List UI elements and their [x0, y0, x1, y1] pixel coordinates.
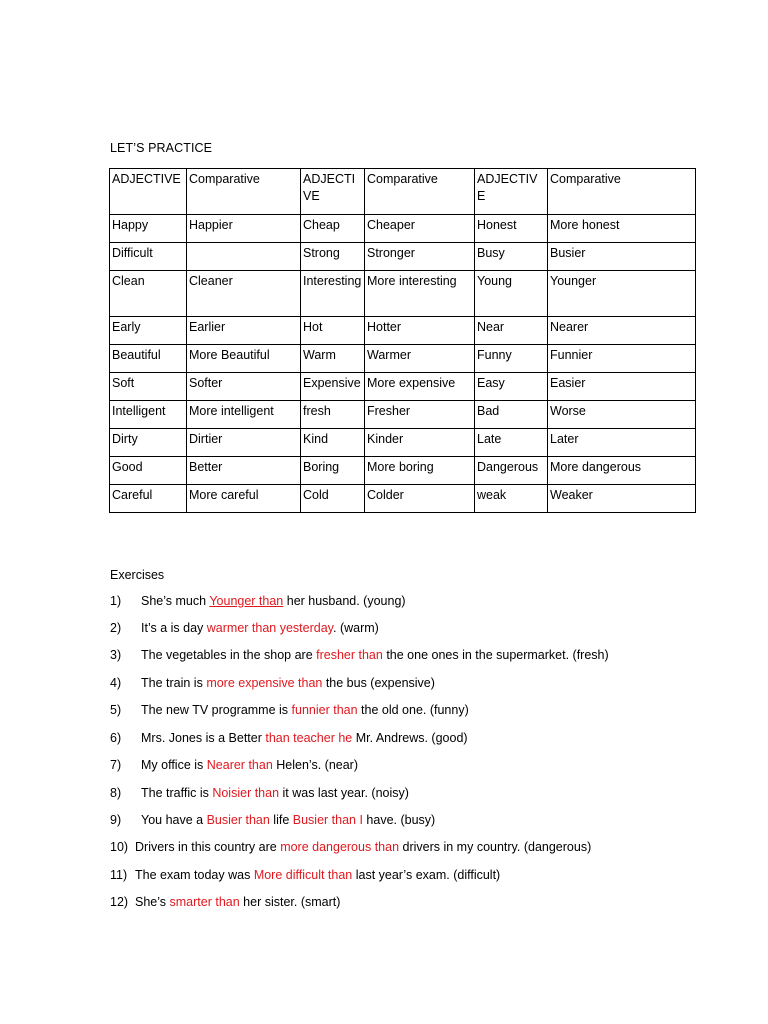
exercise-text: The new TV programme is	[141, 703, 292, 717]
exercise-number: 10)	[110, 840, 129, 854]
exercise-number: 8)	[110, 786, 122, 800]
exercise-number: 2)	[110, 621, 122, 635]
answer-text: than teacher he	[265, 731, 353, 745]
table-cell: Intelligent	[110, 401, 187, 429]
table-cell: Kinder	[365, 429, 475, 457]
table-cell: More careful	[187, 485, 301, 513]
answer-text: more dangerous than	[280, 840, 400, 854]
table-cell: Kind	[301, 429, 365, 457]
table-header-cell: ADJECTIVE	[301, 169, 365, 215]
exercise-text: Mr. Andrews. (good)	[352, 731, 468, 745]
table-row	[110, 429, 696, 457]
exercise-text: the one ones in the supermarket. (fresh)	[382, 648, 609, 662]
table-row	[110, 457, 696, 485]
exercise-text: life	[269, 813, 293, 827]
table-cell: Busy	[475, 243, 548, 271]
exercise-text: her sister. (smart)	[239, 895, 341, 909]
table-row	[110, 243, 696, 271]
table-cell: Later	[548, 429, 696, 457]
exercise-item	[110, 813, 435, 827]
exercise-item	[110, 840, 591, 854]
table-cell: Worse	[548, 401, 696, 429]
table-cell: Hotter	[365, 317, 475, 345]
exercise-text: The vegetables in the shop are	[141, 648, 317, 662]
exercise-item	[110, 594, 406, 608]
table-cell: Beautiful	[110, 345, 187, 373]
section-heading: LET’S PRACTICE	[110, 141, 213, 155]
table-cell: Boring	[301, 457, 365, 485]
answer-text: funnier than	[291, 703, 358, 717]
answer-text: Busier than I	[292, 813, 363, 827]
exercise-text: She’s	[135, 895, 170, 909]
exercise-text: the old one. (funny)	[357, 703, 469, 717]
adjective-comparative-table	[109, 168, 696, 513]
table-row	[110, 401, 696, 429]
table-cell: Young	[475, 271, 548, 317]
exercise-text: The exam today was	[135, 868, 254, 882]
table-header-row	[110, 169, 696, 215]
table-cell: Warmer	[365, 345, 475, 373]
table-cell: Clean	[110, 271, 187, 317]
exercise-text: She’s much	[141, 594, 210, 608]
exercise-item	[110, 676, 435, 690]
table-cell: Easier	[548, 373, 696, 401]
table-cell: Better	[187, 457, 301, 485]
table-row	[110, 317, 696, 345]
exercise-text: My office is	[141, 758, 207, 772]
table-cell: Cheaper	[365, 215, 475, 243]
exercise-text: Mrs. Jones is a Better	[141, 731, 266, 745]
answer-text: warmer than yesterday	[206, 621, 333, 635]
answer-text: smarter than	[169, 895, 240, 909]
answer-text: Noisier than	[212, 786, 280, 800]
table-row	[110, 271, 696, 317]
exercise-item	[110, 703, 469, 717]
exercise-number: 4)	[110, 676, 122, 690]
table-cell: fresh	[301, 401, 365, 429]
table-cell: Fresher	[365, 401, 475, 429]
table-cell	[187, 243, 301, 271]
exercise-text: last year’s exam. (difficult)	[352, 868, 501, 882]
exercise-text: Helen’s. (near)	[272, 758, 359, 772]
exercise-number: 6)	[110, 731, 122, 745]
exercise-number: 1)	[110, 594, 122, 608]
table-cell: Younger	[548, 271, 696, 317]
table-cell: Softer	[187, 373, 301, 401]
exercise-text: have. (busy)	[362, 813, 436, 827]
exercise-item	[110, 786, 409, 800]
exercise-item	[110, 758, 358, 772]
exercise-text: Drivers in this country are	[135, 840, 281, 854]
exercise-text: You have a	[141, 813, 207, 827]
table-cell: Difficult	[110, 243, 187, 271]
exercise-text: The traffic is	[141, 786, 213, 800]
table-cell: Bad	[475, 401, 548, 429]
table-cell: Careful	[110, 485, 187, 513]
table-header-cell: ADJECTIVE	[110, 169, 187, 215]
answer-text: more expensive than	[206, 676, 323, 690]
table-row	[110, 485, 696, 513]
table-cell: Warm	[301, 345, 365, 373]
exercises-title: Exercises	[110, 568, 165, 582]
table-cell: Cleaner	[187, 271, 301, 317]
table-cell: Dangerous	[475, 457, 548, 485]
table-header-cell: Comparative	[187, 169, 301, 215]
table-cell: More interesting	[365, 271, 475, 317]
table-cell: Dirtier	[187, 429, 301, 457]
table-header-cell: Comparative	[548, 169, 696, 215]
answer-text: More difficult than	[253, 868, 353, 882]
exercise-number: 7)	[110, 758, 122, 772]
table-cell: More boring	[365, 457, 475, 485]
exercise-number: 3)	[110, 648, 122, 662]
answer-text: fresher than	[316, 648, 383, 662]
table-cell: Soft	[110, 373, 187, 401]
answer-text: Nearer than	[206, 758, 273, 772]
table-cell: Stronger	[365, 243, 475, 271]
exercise-text: The train is	[141, 676, 207, 690]
answer-text: Busier than	[206, 813, 270, 827]
table-cell: Nearer	[548, 317, 696, 345]
table-cell: Weaker	[548, 485, 696, 513]
table-row	[110, 373, 696, 401]
table-cell: Near	[475, 317, 548, 345]
exercise-text: It’s a is day	[141, 621, 207, 635]
table-cell: More intelligent	[187, 401, 301, 429]
table-cell: Late	[475, 429, 548, 457]
exercise-text: her husband. (young)	[283, 594, 406, 608]
table-cell: Happier	[187, 215, 301, 243]
answer-text: Younger than	[209, 594, 284, 608]
exercise-text: . (warm)	[333, 621, 379, 635]
exercise-item	[110, 895, 340, 909]
table-cell: Busier	[548, 243, 696, 271]
table-cell: Dirty	[110, 429, 187, 457]
table-cell: Funny	[475, 345, 548, 373]
exercise-item	[110, 731, 468, 745]
exercise-item	[110, 868, 500, 882]
table-cell: Funnier	[548, 345, 696, 373]
exercise-item	[110, 621, 379, 635]
exercise-number: 11)	[110, 868, 128, 882]
exercise-number: 12)	[110, 895, 129, 909]
exercise-item	[110, 648, 609, 662]
table-row	[110, 215, 696, 243]
table-cell: Interesting	[301, 271, 365, 317]
table-cell: Cold	[301, 485, 365, 513]
exercise-number: 5)	[110, 703, 122, 717]
table-cell: More expensive	[365, 373, 475, 401]
table-cell: More dangerous	[548, 457, 696, 485]
table-cell: Expensive	[301, 373, 365, 401]
table-row	[110, 345, 696, 373]
exercise-text: drivers in my country. (dangerous)	[399, 840, 592, 854]
table-cell: More Beautiful	[187, 345, 301, 373]
table-header-cell: ADJECTIVE	[475, 169, 548, 215]
table-cell: Cheap	[301, 215, 365, 243]
table-cell: Easy	[475, 373, 548, 401]
table-cell: Earlier	[187, 317, 301, 345]
table-cell: Good	[110, 457, 187, 485]
table-cell: Happy	[110, 215, 187, 243]
table-cell: Honest	[475, 215, 548, 243]
table-header-cell: Comparative	[365, 169, 475, 215]
table-cell: Early	[110, 317, 187, 345]
table-cell: Colder	[365, 485, 475, 513]
exercise-number: 9)	[110, 813, 122, 827]
table-cell: More honest	[548, 215, 696, 243]
table-cell: Strong	[301, 243, 365, 271]
table-cell: Hot	[301, 317, 365, 345]
table-cell: weak	[475, 485, 548, 513]
exercise-text: the bus (expensive)	[322, 676, 435, 690]
exercise-text: it was last year. (noisy)	[279, 786, 409, 800]
